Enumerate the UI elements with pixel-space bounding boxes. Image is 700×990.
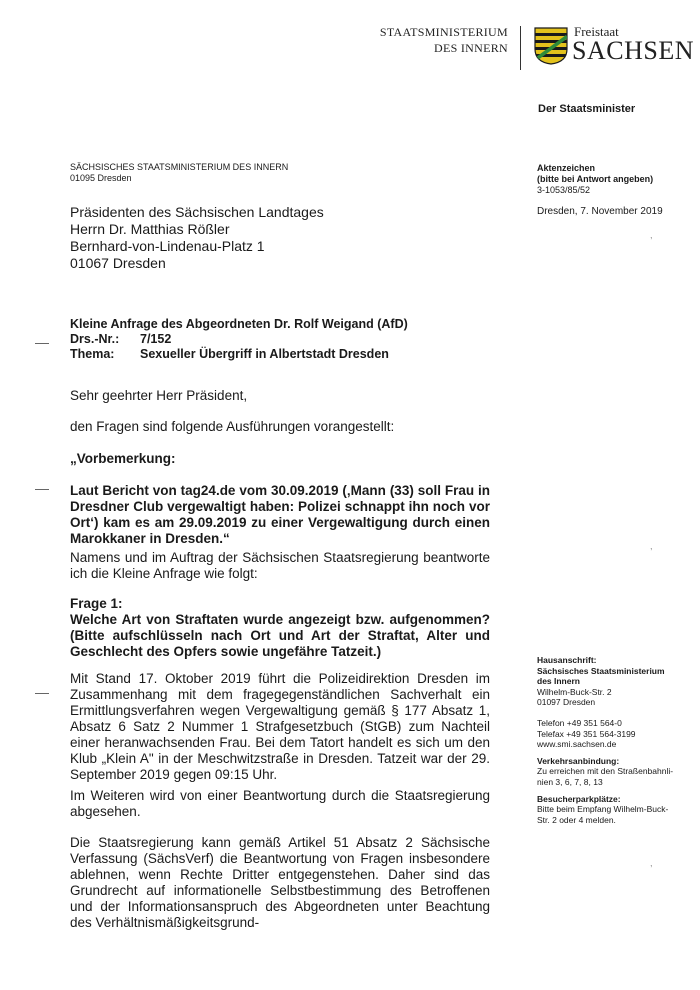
state-label-small: Freistaat xyxy=(574,24,619,39)
recipient-address xyxy=(70,204,324,272)
transit-label: Verkehrsanbindung: xyxy=(537,755,620,766)
scan-mark: , xyxy=(650,230,653,240)
drs-label: Drs.-Nr.: xyxy=(70,332,120,346)
ministry-line2: DES INNERN xyxy=(434,41,508,55)
contact-section xyxy=(537,718,687,750)
recipient-line3: Bernhard-von-Lindenau-Platz 1 xyxy=(70,238,265,254)
subject-table xyxy=(70,332,389,362)
minister-label: Der Staatsminister xyxy=(538,103,636,115)
fold-mark xyxy=(35,489,49,490)
scan-mark: , xyxy=(650,541,653,551)
ministry-name xyxy=(350,24,508,56)
subject-title: Kleine Anfrage des Abgeordneten Dr. Rolf Weigand (AfD) xyxy=(70,317,408,331)
intro-text: den Fragen sind folgende Ausführungen vorangestellt: xyxy=(70,419,395,434)
fold-mark xyxy=(35,343,49,344)
scan-mark: , xyxy=(650,858,653,868)
answer-intro: Namens und im Auftrag der Sächsischen Staatsregierung beantworte ich die Kleine Anfrage wie folgt: xyxy=(70,550,490,581)
address-section xyxy=(537,655,687,708)
letter-date: Dresden, 7. November 2019 xyxy=(537,206,663,217)
phone-number: Telefon +49 351 564-0 xyxy=(537,717,622,728)
address-line3: Wilhelm-Buck-Str. 2 xyxy=(537,686,612,697)
parking-label: Besucherparkplätze: xyxy=(537,793,621,804)
fold-mark xyxy=(35,693,49,694)
answer1-paragraph3: Die Staatsregierung kann gemäß Artikel 51 Absatz 2 Sächsische Verfassung (SächsVerf) die Beantwortung von Fragen insbesondere ablehnen, wenn Rechte Dritter entgegenstehen. Daher sind das Grundrecht auf informationelle Selbstbestimmung des Betroffenen und der Informationsanspruch des Abgeordneten unter Beachtung des Verhältnismäßigkeitsgrund- xyxy=(70,835,490,930)
parking-line2: Str. 2 oder 4 melden. xyxy=(537,814,616,825)
address-label: Hausanschrift: xyxy=(537,655,597,665)
reference-label1: Aktenzeichen xyxy=(537,163,596,173)
reference-label2: (bitte bei Antwort angeben) xyxy=(537,174,654,184)
recipient-line2: Herrn Dr. Matthias Rößler xyxy=(70,221,230,237)
parking-line1: Bitte beim Empfang Wilhelm-Buck- xyxy=(537,804,669,815)
prelim-heading: „Vorbemerkung: xyxy=(70,451,176,466)
subject-block xyxy=(70,317,408,362)
answer1-paragraph1: Mit Stand 17. Oktober 2019 führt die Polizeidirektion Dresden im Zusammenhang mit dem fragegegenständlichen Sachverhalt ein Ermittlungsverfahren wegen Vergewaltigung gemäß § 177 Absatz 1, Absatz 6 Satz 2 Nummer 1 Strafgesetzbuch (StGB) zum Nachteil einer heranwachsenden Frau. Bei dem Tatort handelt es sich um den Klub „Klein A" in der Meschwitzstraße in Dresden. Tatzeit war der 29. September 2019 gegen 09:15 Uhr. xyxy=(70,671,490,782)
salutation: Sehr geehrter Herr Präsident, xyxy=(70,388,248,403)
sender-line xyxy=(70,162,288,184)
contact-sidebar xyxy=(537,655,687,831)
question1-label: Frage 1: xyxy=(70,596,123,611)
fax-number: Telefax +49 351 564-3199 xyxy=(537,728,636,739)
thema-label: Thema: xyxy=(70,347,115,361)
recipient-line1: Präsidenten des Sächsischen Landtages xyxy=(70,204,324,220)
question1-text: Welche Art von Straftaten wurde angezeigt bzw. aufgenommen? (Bitte aufschlüsseln nach Ort und Art der Straftat, Alter und Geschlecht des Opfers sowie ungefähre Tatzeit.) xyxy=(70,612,490,659)
answer1-paragraph2: Im Weiteren wird von einer Beantwortung durch die Staatsregierung abgesehen. xyxy=(70,788,490,819)
parking-section xyxy=(537,794,687,826)
drs-value: 7/152 xyxy=(140,332,172,346)
website-link[interactable]: www.smi.sachsen.de xyxy=(537,739,617,750)
state-label-big: SACHSEN xyxy=(572,36,694,65)
address-line1: Sächsisches Staatsministerium xyxy=(537,665,665,676)
address-line2: des Innern xyxy=(537,676,580,687)
ministry-line1: STAATSMINISTERIUM xyxy=(379,25,508,39)
saxony-crest-icon xyxy=(534,27,568,65)
recipient-line4: 01067 Dresden xyxy=(70,255,166,271)
reference-block xyxy=(537,163,653,196)
sender-line1: SÄCHSISCHES STAATSMINISTERIUM DES INNERN xyxy=(70,162,289,172)
thema-value: Sexueller Übergriff in Albertstadt Dresden xyxy=(140,347,389,361)
sender-line2: 01095 Dresden xyxy=(70,173,132,183)
address-line4: 01097 Dresden xyxy=(537,697,596,708)
transit-section xyxy=(537,756,687,788)
transit-line2: nien 3, 6, 7, 8, 13 xyxy=(537,776,603,787)
reference-number: 3-1053/85/52 xyxy=(537,185,591,195)
letterhead-divider xyxy=(520,26,521,70)
prelim-text: Laut Bericht von tag24.de vom 30.09.2019 (‚Mann (33) soll Frau in Dresdner Club vergewaltigt haben: Polizei schnappt ihn noch vor Ort‘) kam es am 29.09.2019 zu einer Vergewaltigung durch einen Marokkaner in Dresden.“ xyxy=(70,483,490,546)
transit-line1: Zu erreichen mit den Straßenbahnli- xyxy=(537,766,674,777)
